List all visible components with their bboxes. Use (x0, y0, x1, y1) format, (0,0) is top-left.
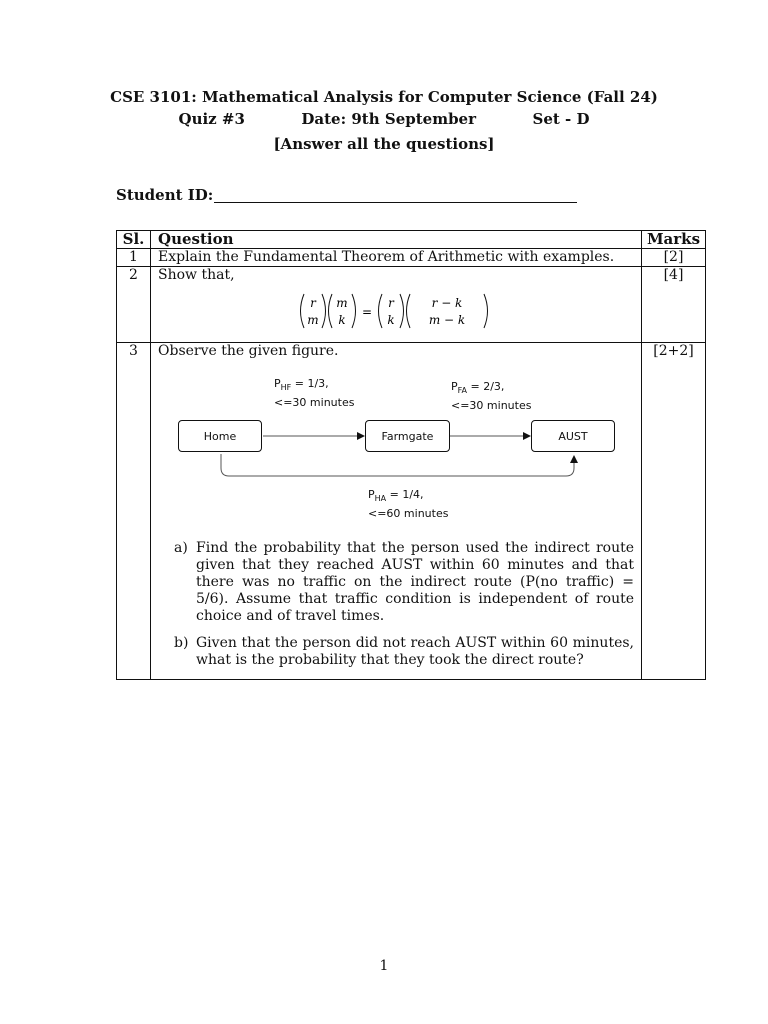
header-sl: Sl. (117, 231, 151, 249)
rhs2-bottom: m − k (428, 313, 466, 327)
part-label: b) (174, 635, 189, 651)
header-question: Question (151, 231, 642, 249)
header-marks: Marks (642, 231, 706, 249)
table-row (117, 267, 706, 343)
row-sl: 1 (117, 249, 151, 267)
lhs1-bottom: m (307, 313, 319, 327)
lhs1-top: r (310, 296, 316, 310)
question-table (116, 230, 706, 680)
row-marks: [2+2] (642, 343, 706, 680)
student-id-label: Student ID: (116, 186, 214, 204)
rhs2-top: r − k (431, 296, 463, 310)
label-fa: $P_{FA} = 2/3$, <=30 minutes (451, 380, 532, 413)
equals-sign: = (361, 305, 373, 319)
quiz-info-line (0, 110, 768, 128)
student-id-blank (214, 202, 577, 203)
node-aust: AUST (531, 420, 615, 452)
row-question-cell (151, 267, 642, 343)
table-row (117, 343, 706, 680)
arrow-home-aust (221, 454, 574, 476)
part-text: Given that the person did not reach AUST within 60 minutes, what is the probability that they took the direct route? (196, 635, 634, 668)
row-question: Observe the given figure. (158, 343, 339, 359)
table-row (117, 249, 706, 267)
list-item (158, 635, 634, 669)
row-question-cell (151, 343, 642, 680)
row-sl: 2 (117, 267, 151, 343)
page-number: 1 (379, 958, 389, 974)
quiz-date: Date: 9th September (301, 110, 477, 128)
rhs1-bottom: k (387, 313, 395, 327)
part-text: Find the probability that the person used the indirect route given that they reached AUST within 60 minutes and that there was no traffic on the indirect route (P(no traffic) = 5/6). Assume that traffic condition is independent of route choice and of travel times. (196, 540, 634, 624)
question-parts (158, 540, 634, 669)
lhs2-bottom: k (338, 313, 346, 327)
quiz-number: Quiz #3 (178, 110, 245, 128)
instruction: [Answer all the questions] (273, 135, 495, 153)
node-farmgate: Farmgate (365, 420, 450, 452)
row-question: Explain the Fundamental Theorem of Arithmetic with examples. (151, 249, 642, 267)
label-ha: $P_{HA} = 1/4$, <=60 minutes (368, 488, 449, 521)
binomial-identity (158, 290, 634, 332)
row-marks: [2] (642, 249, 706, 267)
rhs1-top: r (388, 296, 394, 310)
list-item (158, 540, 634, 625)
row-marks: [4] (642, 267, 706, 343)
node-home: Home (178, 420, 262, 452)
table-header-row (117, 231, 706, 249)
lhs2-top: m (336, 296, 348, 310)
route-figure (158, 372, 628, 532)
label-hf: $P_{HF} = 1/3$, <=30 minutes (274, 377, 355, 410)
quiz-set: Set - D (532, 110, 590, 128)
row-question: Show that, (158, 267, 235, 283)
row-sl: 3 (117, 343, 151, 680)
part-label: a) (174, 540, 188, 556)
course-title: CSE 3101: Mathematical Analysis for Computer Science (Fall 24) (110, 88, 658, 106)
